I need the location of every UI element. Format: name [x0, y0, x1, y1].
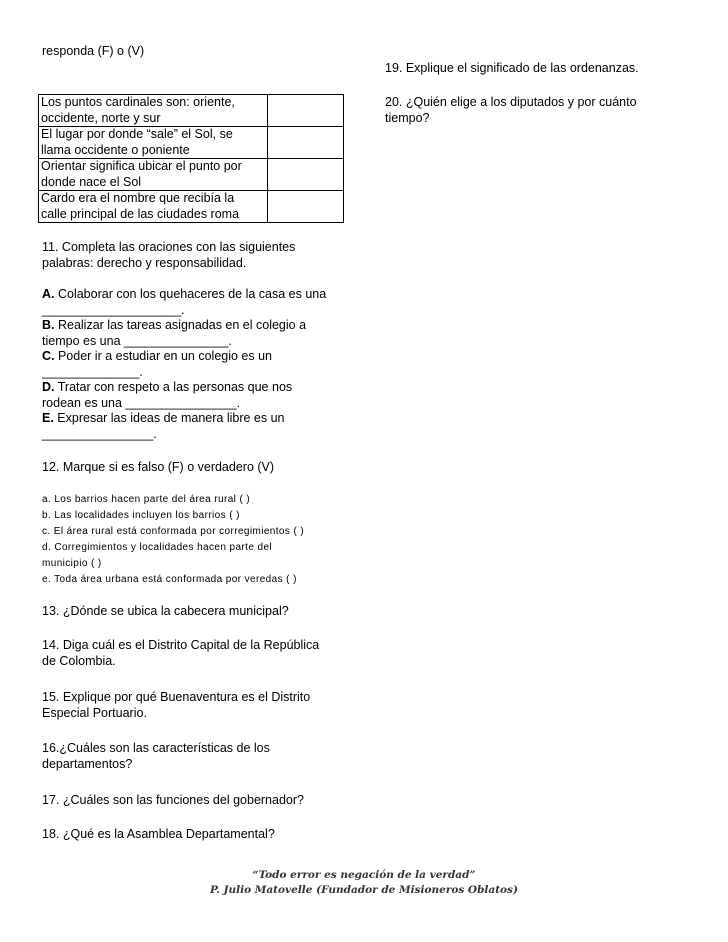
list-item	[42, 287, 362, 303]
item-text: Tratar con respeto a las personas que nos	[54, 380, 293, 394]
question-text: de Colombia.	[42, 653, 116, 668]
question-18: 18. ¿Qué es la Asamblea Departamental?	[42, 827, 275, 841]
question-text: tiempo?	[385, 110, 430, 125]
question-text: 14. Diga cuál es el Distrito Capital de la República	[42, 638, 320, 652]
statement-line: Cardo era el nombre que recibía la	[41, 191, 235, 205]
list-item: c. El área rural está conformada por corregimientos ( )	[42, 526, 305, 537]
list-item: b. Las localidades incluyen los barrios ( )	[42, 510, 240, 521]
list-item	[42, 411, 362, 427]
table-row	[39, 127, 344, 159]
item-letter: E.	[42, 411, 54, 425]
list-item: d. Corregimientos y localidades hacen parte del	[42, 542, 273, 553]
fill-blank[interactable]: ____________________.	[42, 302, 185, 317]
question-14	[42, 638, 319, 669]
true-false-table	[38, 94, 344, 223]
question-text: Especial Portuario.	[42, 705, 147, 720]
question-text: 11. Completa las oraciones con las siguientes	[42, 240, 296, 254]
list-item	[42, 349, 362, 365]
list-item	[42, 380, 362, 396]
statement-line: Orientar significa ubicar el punto por	[41, 159, 242, 173]
question-11	[42, 240, 362, 271]
question-17: 17. ¿Cuáles son las funciones del gobernador?	[42, 793, 304, 807]
table-row	[39, 191, 344, 223]
item-text: Colaborar con los quehaceres de la casa es una	[54, 287, 327, 301]
item-text: Poder ir a estudiar en un colegio es un	[54, 349, 272, 363]
table-row	[39, 159, 344, 191]
instruction-top: responda (F) o (V)	[42, 44, 145, 58]
answer-cell[interactable]	[267, 191, 343, 223]
item-letter: B.	[42, 318, 55, 332]
question-20	[385, 95, 637, 126]
footer	[0, 868, 728, 898]
fill-blank[interactable]: ________________.	[42, 426, 157, 441]
item-text: Realizar las tareas asignadas en el colegio a	[54, 318, 307, 332]
item-text: Expresar las ideas de manera libre es un	[53, 411, 285, 425]
item-letter: A.	[42, 287, 55, 301]
item-letter: C.	[42, 349, 55, 363]
statement-line: Los puntos cardinales son: oriente,	[41, 95, 235, 109]
answer-cell[interactable]	[267, 159, 343, 191]
statement-cell	[39, 127, 268, 159]
fill-blank[interactable]: tiempo es una _______________.	[42, 333, 232, 348]
question-text: 16.¿Cuáles son las características de los	[42, 741, 270, 755]
footer-author: P. Julio Matovelle (Fundador de Misioneros Oblatos)	[210, 884, 518, 896]
question-12-items	[42, 492, 372, 588]
list-item: municipio ( )	[42, 558, 102, 569]
question-text: departamentos?	[42, 756, 133, 771]
fill-blank[interactable]: ______________.	[42, 364, 143, 379]
question-12-title: 12. Marque si es falso (F) o verdadero (V)	[42, 460, 275, 474]
statement-line: donde nace el Sol	[41, 174, 142, 189]
table-row	[39, 95, 344, 127]
fill-blank[interactable]: rodean es una ________________.	[42, 395, 241, 410]
question-13: 13. ¿Dónde se ubica la cabecera municipal?	[42, 604, 289, 618]
statement-cell	[39, 159, 268, 191]
footer-quote: “Todo error es negación de la verdad”	[252, 869, 476, 881]
answer-cell[interactable]	[267, 95, 343, 127]
answer-cell[interactable]	[267, 127, 343, 159]
statement-line: calle principal de las ciudades roma	[41, 206, 240, 221]
question-text: palabras: derecho y responsabilidad.	[42, 255, 247, 270]
question-16	[42, 741, 270, 772]
question-text: 15. Explique por qué Buenaventura es el Distrito	[42, 690, 311, 704]
item-letter: D.	[42, 380, 55, 394]
list-item	[42, 318, 362, 334]
question-text: 20. ¿Quién elige a los diputados y por cuánto	[385, 95, 637, 109]
statement-cell	[39, 191, 268, 223]
list-item: a. Los barrios hacen parte del área rural ( )	[42, 494, 251, 505]
question-11-items	[42, 287, 362, 442]
statement-cell	[39, 95, 268, 127]
list-item: e. Toda área urbana está conformada por veredas ( )	[42, 574, 297, 585]
statement-line: El lugar por donde “sale” el Sol, se	[41, 127, 233, 141]
statement-line: occidente, norte y sur	[41, 110, 161, 125]
question-15	[42, 690, 310, 721]
statement-line: llama occidente o poniente	[41, 142, 190, 157]
question-19: 19. Explique el significado de las ordenanzas.	[385, 61, 639, 75]
